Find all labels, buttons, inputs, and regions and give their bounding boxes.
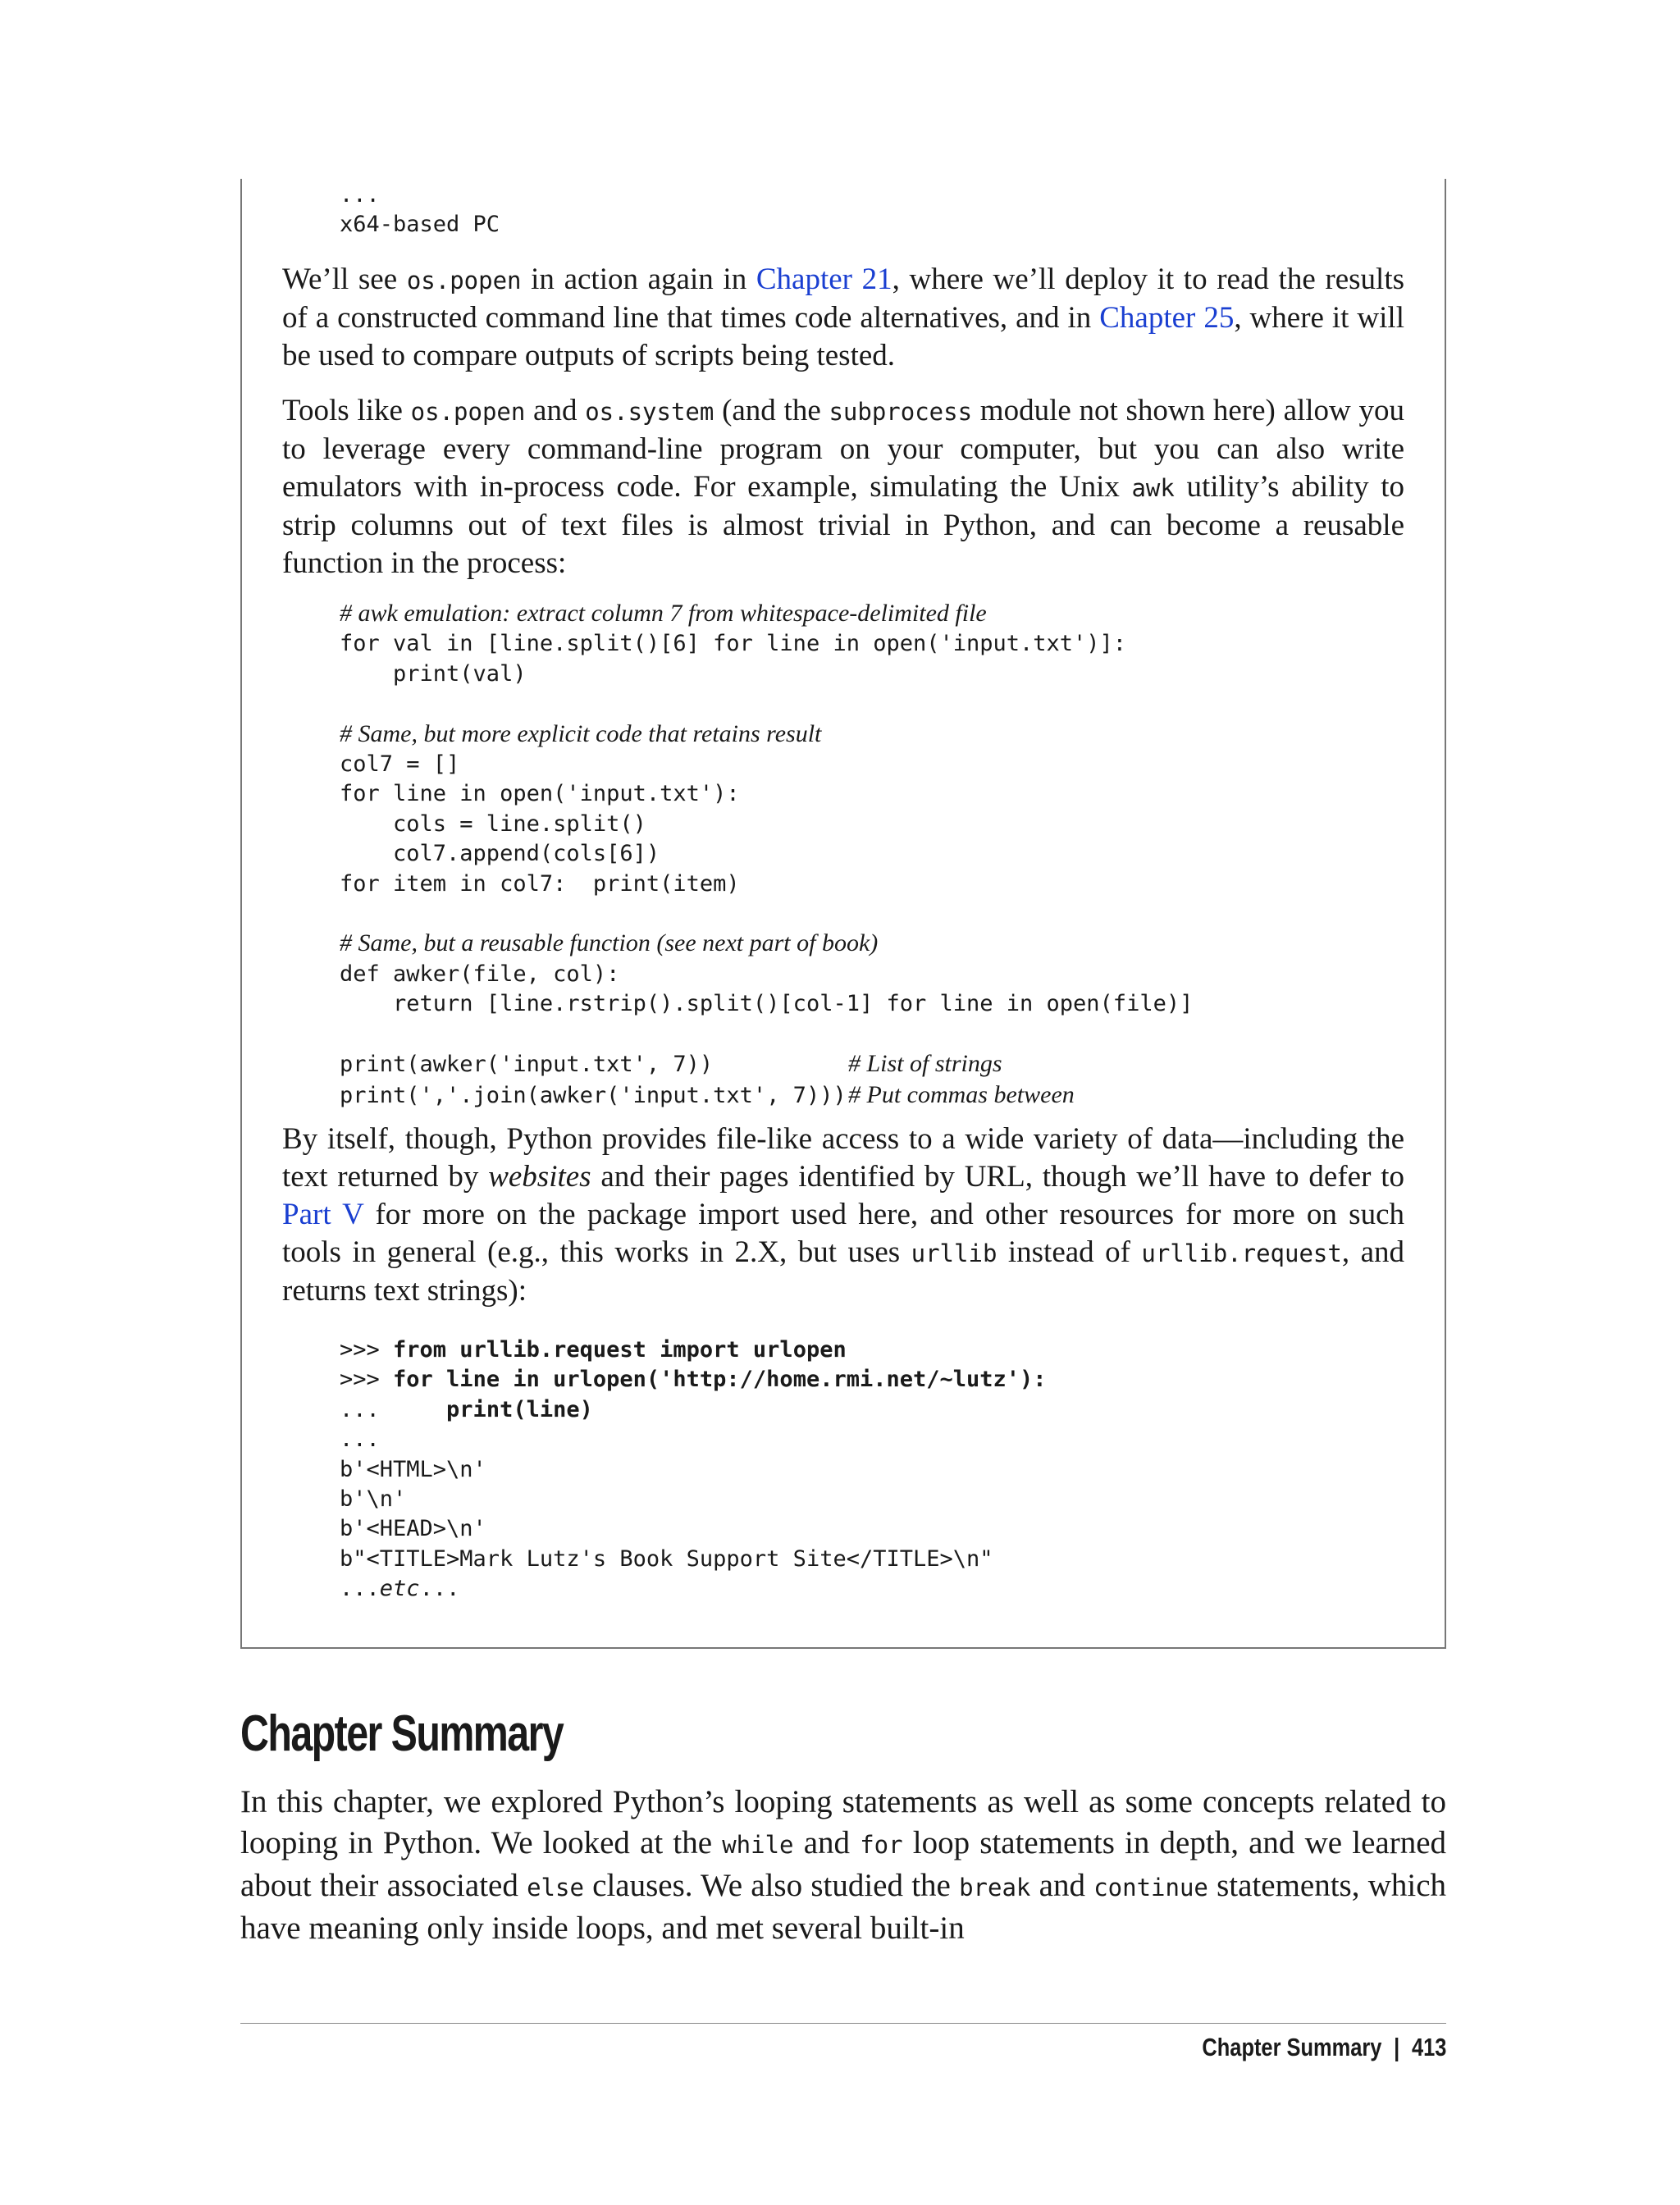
paragraph-urls: By itself, though, Python provides file-like access to a wide variety of data—including the text returned by websites and their pages identified by URL, though we’ll have to defer to Part V for more on the package import used here, and other resources for more on such tools in general (e.g., this works in 2.X, but uses urllib instead of urllib.request, and returns text strings): [282,1122,1405,1308]
inline-code: break [959,1874,1031,1901]
link-part-v[interactable]: Part V [282,1198,364,1231]
inline-code: subprocess [829,398,973,426]
code-comment: # awk emulation: extract column 7 from whitespace-delimited file [340,600,987,627]
code-line: for item in col7: print(item) [340,870,740,897]
inline-code: awk [1131,474,1175,502]
inline-code: urllib.request [1141,1239,1342,1267]
code-line: for line in open('input.txt'): [340,781,740,807]
code-output: ... [340,1427,380,1453]
paragraph-tools: Tools like os.popen and os.system (and the subprocess module not shown here) allow you to leverage every command-line program on your computer, but you can also write emulators with in-process code. For example, simulating the Unix awk utility’s ability to strip columns out of text files is almost trivial in Python, and can become a reusable function in the process: [282,394,1404,580]
code-comment: # Put commas between [848,1080,1075,1108]
page-footer [1202,2033,1446,2062]
code-line: col7.append(cols[6]) [340,841,660,867]
paragraph-summary: In this chapter, we explored Python’s looping statements as well as some concepts related to looping in Python. We looked at the while and for loop statements in depth, and we learned about their associated else clauses. We also studied the break and continue statements, which have meaning only inside loops, and met several built-in [240,1784,1447,1946]
inline-code: for [860,1831,903,1859]
code-line: print(','.join(awker('input.txt', 7))) [340,1082,847,1108]
section-heading: Chapter Summary [240,1705,564,1762]
code-input: for line in urlopen('http://home.rmi.net/~lutz'): [393,1367,1047,1393]
code-output: b'<HEAD>\n' [340,1516,486,1542]
inline-code: while [722,1831,794,1859]
code-input: from urllib.request import urlopen [393,1337,847,1363]
page-number: 413 [1411,2033,1446,2061]
footer-rule [240,2023,1446,2024]
code-comment: # Same, but a reusable function (see next part of book) [340,929,879,957]
code-line: print(awker('input.txt', 7)) [340,1052,714,1078]
code-input: print(line) [446,1396,593,1422]
code-line: print(val) [340,660,527,687]
link-chapter-21[interactable]: Chapter 21 [756,262,892,296]
code-line: ... [340,182,380,208]
link-chapter-25[interactable]: Chapter 25 [1099,301,1235,335]
footer-section-title: Chapter Summary [1201,2033,1381,2061]
code-line: x64-based PC [340,212,500,238]
code-line: cols = line.split() [340,810,646,837]
inline-code: os.popen [410,398,526,426]
code-block-awk [340,599,1193,1111]
code-line: col7 = [] [340,751,460,778]
code-block-urlopen: >>> from urllib.request import urlopen >>> for line in urlopen('http://home.rmi.net/~lutz'): ... print(line) ... b'<HTML>\n' b'\n' b'<HEAD>\n' b"<TITLE>Mark Lutz's Book Support Site</TITLE>\n" ...etc... [340,1337,1047,1602]
code-line: return [line.rstrip().split()[col-1] for line in open(file)] [340,991,1194,1017]
code-output: etc [379,1576,420,1602]
footer-separator: | [1393,2033,1399,2061]
code-output: b'<HTML>\n' [340,1456,486,1482]
code-block-top [340,180,500,240]
emphasis: websites [488,1160,591,1194]
code-output: b"<TITLE>Mark Lutz's Book Support Site</TITLE>\n" [340,1545,993,1572]
inline-code: continue [1093,1874,1208,1901]
code-output: b'\n' [340,1486,407,1513]
code-line: for val in [line.split()[6] for line in open('input.txt')]: [340,631,1127,657]
code-line: def awker(file, col): [340,961,620,987]
inline-code: else [527,1874,584,1901]
code-comment: # Same, but more explicit code that retains result [340,719,822,747]
inline-code: urllib [911,1239,998,1267]
paragraph-popen: We’ll see os.popen in action again in Chapter 21, where we’ll deploy it to read the results of a constructed command line that times code alternatives, and in Chapter 25, where it will be used to compare outputs of scripts being tested. [282,262,1404,372]
inline-code: os.system [585,398,714,426]
code-comment: # List of strings [848,1050,1002,1078]
inline-code: os.popen [406,267,522,294]
